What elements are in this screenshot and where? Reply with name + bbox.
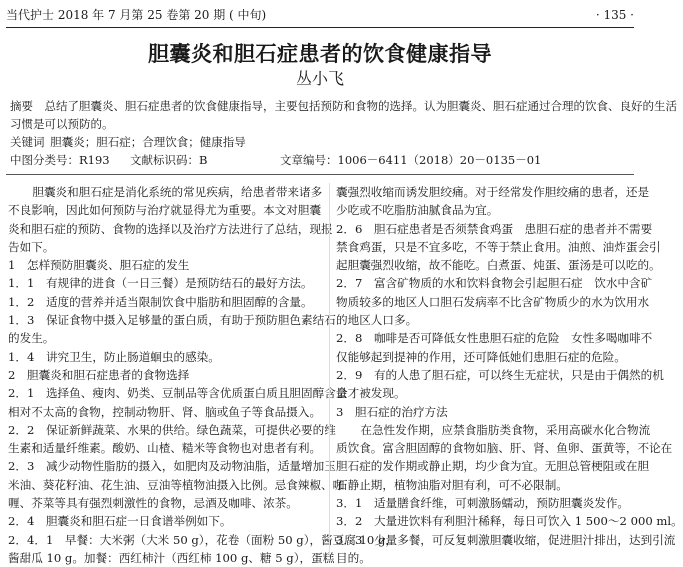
text-line: 生素和适量纤维素。酸奶、山楂、糙米等食物也对患者有利。: [8, 441, 322, 456]
text-line: 在急性发作期，应禁食脂肪类食物，采用高碳水化合物流: [360, 422, 651, 437]
text-line: 1．1 有规律的进食（一日三餐）是预防结石的最好方法。: [8, 276, 313, 291]
text-line: 起胆囊强烈收缩，故不能吃。白煮蛋、炖蛋、蛋汤是可以吃的。: [336, 258, 661, 273]
text-line: 1．2 适度的营养并适当限制饮食中脂肪和胆固醇的含量。: [8, 294, 313, 309]
text-line: 目的。: [336, 550, 371, 565]
text-line: 3 胆石症的治疗方法: [336, 404, 448, 419]
text-line: 2．3 减少动物性脂肪的摄入，如肥肉及动物油脂，适量增加玉: [8, 459, 336, 474]
running-header: [6, 4, 634, 26]
abstract-text-1: 总结了胆囊炎、胆石症患者的饮食健康指导，主要包括预防和食物的选择。认为胆囊炎、胆石症通过合理的饮食、良好的生活: [44, 99, 677, 113]
keywords-text: 胆囊炎；胆石症；合理饮食；健康指导: [50, 135, 246, 149]
text-line: 少吃或不吃脂肪油腻食品为宜。: [336, 203, 499, 218]
text-line: 仅能够起到提神的作用，还可降低她们患胆石症的危险。: [336, 349, 626, 364]
text-line: 囊强烈收缩而诱发胆绞痛。对于经常发作胆绞痛的患者，还是: [336, 185, 650, 199]
text-line: 3．3 少量多餐，可反复刺激胆囊收缩，促进胆汁排出，达到引流: [336, 532, 676, 547]
text-line: 2．4 胆囊炎和胆石症一日食谱举例如下。: [8, 514, 232, 529]
text-line: 米油、葵花籽油、花生油、豆油等植物油摄入比例。忌食辣椒、咖: [8, 477, 345, 492]
text-line: 2．8 咖啡是否可降低女性患胆石症的危险 女性多喝咖啡不: [336, 331, 653, 346]
journal-info: 当代护士 2018 年 7 月第 25 卷第 20 期 ( 中旬): [6, 8, 267, 22]
text-line: 质饮食。富含胆固醇的食物如脑、肝、肾、鱼卵、蛋黄等，不论在: [336, 441, 673, 456]
text-line: 禁食鸡蛋，只是不宜多吃，不等于禁止食用。油煎、油炸蛋会引: [336, 239, 661, 254]
text-line: 的地区人口多。: [336, 313, 418, 328]
text-line: 的发生。: [8, 331, 55, 346]
document-code: 文献标识码：B: [130, 153, 208, 167]
keywords-label: 关键词: [10, 135, 45, 149]
text-line: 3．1 适量膳食纤维，可刺激肠蠕动，预防胆囊炎发作。: [336, 496, 630, 511]
right-column: [336, 183, 683, 567]
article-number: 文章编号：1006－6411（2018）20－0135－01: [280, 153, 542, 167]
text-line: 石静止期，植物油脂对胆有利，可不必限制。: [336, 477, 568, 492]
text-line: 2．6 胆石症患者是否须禁食鸡蛋 患胆石症的患者并不需要: [336, 221, 653, 236]
column-gutter: [329, 183, 330, 556]
text-line: 1．3 保证食物中摄入足够量的蛋白质，有助于预防胆色素结石: [8, 313, 336, 328]
article-title: 胆囊炎和胆石症患者的饮食健康指导: [148, 42, 492, 66]
text-line: 胆石症的发作期或静止期，均少食为宜。无胆总管梗阻或在胆: [336, 459, 650, 474]
text-line: 2．1 选择鱼、瘦肉、奶类、豆制品等含优质蛋白质且胆固醇含量: [8, 386, 348, 401]
header-rule: [6, 27, 634, 28]
text-line: 酱甜瓜 10 g。加餐：西红柿汁（西红柿 100 g、糖 5 g），蛋糕: [8, 550, 335, 565]
text-line: 2．9 有的人患了胆石症，可以终生无症状，只是由于偶然的机: [336, 367, 664, 382]
abstract-label: 摘要: [10, 99, 33, 113]
text-line: 相对不太高的食物，控制动物肝、肾、脑或鱼子等食品摄入。: [8, 404, 322, 419]
text-line: 3．2 大量进饮料有利胆汁稀释，每日可饮入 1 500～2 000 ml。: [336, 514, 683, 529]
text-line: 2．4．1 早餐：大米粥（大米 50 g），花卷（面粉 50 g），酱豆腐 10 g，: [8, 532, 398, 547]
keywords: [10, 133, 670, 151]
section-divider: [6, 174, 634, 175]
text-line: 1 怎样预防胆囊炎、胆石症的发生: [8, 258, 190, 273]
text-line: 1．4 讲究卫生，防止肠道蛔虫的感染。: [8, 349, 220, 364]
text-line: 2 胆囊炎和胆石症患者的食物选择: [8, 367, 190, 382]
text-line: 炎和胆石症的预防、食物的选择以及治疗方法进行了总结，现报: [8, 221, 333, 236]
page-number: · 135 ·: [595, 8, 634, 22]
text-line: 物质较多的地区人口胆石发病率不比含矿物质少的水为饮用水: [336, 294, 650, 309]
text-line: 胆囊炎和胆石症是消化系统的常见疾病，给患者带来诸多: [32, 185, 323, 199]
abstract: [10, 97, 677, 115]
abstract-continued: [10, 115, 670, 133]
abstract-text-2: 习惯是可以预防的。: [10, 117, 114, 131]
text-line: 不良影响，因此如何预防与治疗就显得尤为重要。本文对胆囊: [8, 203, 322, 218]
text-line: 喱、芥菜等具有强烈刺激性的食物，忌酒及咖啡、浓茶。: [8, 496, 298, 511]
text-line: 会才被发现。: [336, 386, 406, 401]
text-line: 2．7 富含矿物质的水和饮料食物会引起胆石症 饮水中含矿: [336, 276, 653, 291]
text-line: 2．2 保证新鲜蔬菜、水果的供给。绿色蔬菜，可提供必要的维: [8, 422, 336, 437]
clc-number: 中图分类号：R193: [10, 153, 110, 167]
text-line: 告如下。: [8, 239, 55, 254]
author-name: 丛小飞: [295, 69, 344, 88]
classification-line: [10, 151, 670, 169]
